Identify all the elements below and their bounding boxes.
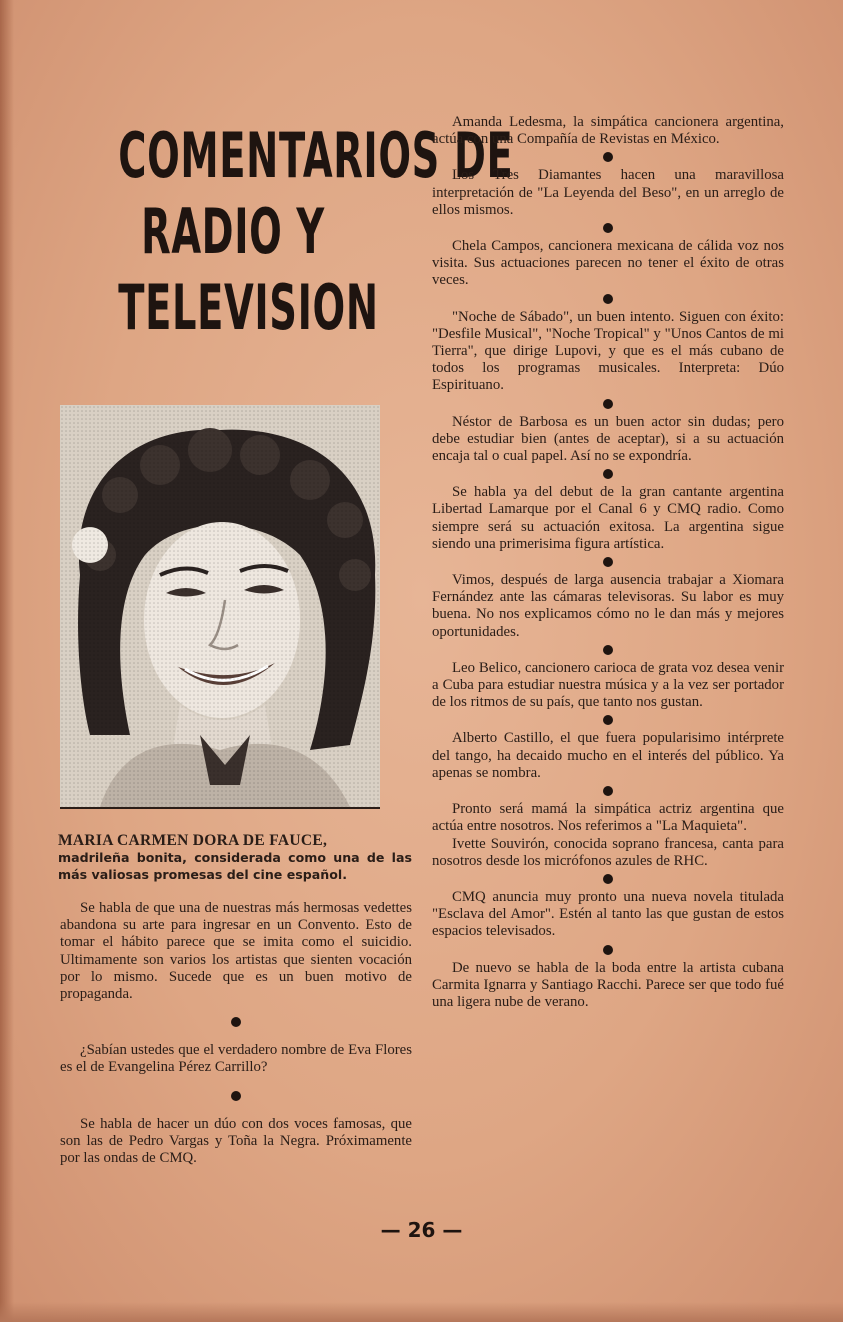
right-column (432, 114, 784, 1011)
bullet-separator (231, 1091, 241, 1101)
article-paragraph: CMQ anuncia muy pronto una nueva novela titulada "Esclava del Amor". Estén al tanto las que gustan de estos espacios televisados. (432, 888, 784, 940)
article-paragraph: Chela Campos, cancionera mexicana de cálida voz nos visita. Sus actuaciones parecen no tener el éxito de otras veces. (432, 238, 784, 289)
article-paragraph: Ivette Souvirón, conocida soprano francesa, canta para nosotros desde los micrófonos azules de RHC. (432, 835, 784, 869)
article-paragraph: Se habla de que una de nuestras más hermosas vedettes abandona su arte para ingresar en un Convento. Esto de tomar el hábito parece que se imita como el suicidio. Ultimamente son varios los artistas que sienten vocación por lo mismo. Sucede que es un buen motivo de propaganda. (60, 900, 412, 1003)
bullet-separator (603, 294, 613, 304)
article-paragraph: Leo Belico, cancionero carioca de grata voz desea venir a Cuba para estudiar nuestra música y a la vez ser portador de los ritmos de su país, que tanto nos gustan. (432, 659, 784, 711)
page-title (118, 118, 514, 346)
bullet-separator (603, 469, 613, 479)
caption-name: MARIA CARMEN DORA DE FAUCE, (58, 832, 328, 849)
article-paragraph: Los Tres Diamantes hacen una maravillosa interpretación de "La Leyenda del Beso", en un arreglo de ellos mismos. (432, 167, 784, 218)
article-paragraph: ¿Sabían ustedes que el verdadero nombre de Eva Flores es el de Evangelina Pérez Carrillo? (60, 1042, 412, 1076)
bullet-separator (603, 786, 613, 796)
page-edge-shadow-bottom (0, 1302, 843, 1322)
article-paragraph: Se habla de hacer un dúo con dos voces famosas, que son las de Pedro Vargas y Toña la Negra. Próximamente por las ondas de CMQ. (60, 1115, 412, 1167)
page-number: — 26 — (380, 1218, 463, 1242)
portrait-illustration (60, 405, 380, 807)
article-paragraph: De nuevo se habla de la boda entre la artista cubana Carmita Ignarra y Santiago Racchi. Parece ser que todo fué una ligera nube de verano. (432, 959, 784, 1010)
bullet-separator (603, 152, 613, 162)
bullet-separator (603, 945, 613, 955)
article-paragraph: Néstor de Barbosa es un buen actor sin dudas; pero debe estudiar bien (antes de aceptar), si a su actuación encaja tal o cual papel. Así no se expondría. (432, 413, 784, 465)
bullet-separator (603, 645, 613, 655)
title-line-2: RADIO Y (141, 195, 325, 268)
photo-caption (58, 832, 412, 883)
bullet-separator (603, 399, 613, 409)
bullet-separator (231, 1017, 241, 1027)
article-paragraph: Pronto será mamá la simpática actriz argentina que actúa entre nosotros. Nos referimos a "La Maquieta". (432, 801, 784, 835)
left-column (60, 900, 412, 1167)
article-paragraph: Amanda Ledesma, la simpática cancionera argentina, actúa con una Compañía de Revistas en México. (432, 114, 784, 148)
page-edge-shadow (0, 0, 14, 1322)
bullet-separator (603, 715, 613, 725)
bullet-separator (603, 874, 613, 884)
title-line-3: TELEVISION (118, 271, 379, 344)
article-paragraph: Vimos, después de larga ausencia trabajar a Xiomara Fernández ante las cámaras televisoras. Su labor es muy buena. No nos explicamos cómo no le dan más y mejores oportunidades. (432, 572, 784, 640)
title-line-1: COMENTARIOS DE (118, 119, 514, 192)
article-paragraph: "Noche de Sábado", un buen intento. Siguen con éxito: "Desfile Musical", "Noche Tropical" y "Unos Cantos de mi Tierra", que dirige Lupovi, y que es el más cubano de todos los programas musicales. Interpreta: Dúo Espirituano. (432, 308, 784, 394)
article-paragraph: Alberto Castillo, el que fuera popularisimo intérprete del tango, ha decaido mucho en el interés del público. Ya apenas se nombra. (432, 730, 784, 781)
article-paragraph: Se habla ya del debut de la gran cantante argentina Libertad Lamarque por el Canal 6 y CMQ radio. Como siempre será su actuación exitosa. La argentina sigue siendo una primerisima figura artística. (432, 484, 784, 552)
caption-description: madrileña bonita, considerada como una de las más valiosas promesas del cine español. (58, 850, 412, 882)
portrait-photo (60, 405, 380, 809)
bullet-separator (603, 223, 613, 233)
bullet-separator (603, 557, 613, 567)
